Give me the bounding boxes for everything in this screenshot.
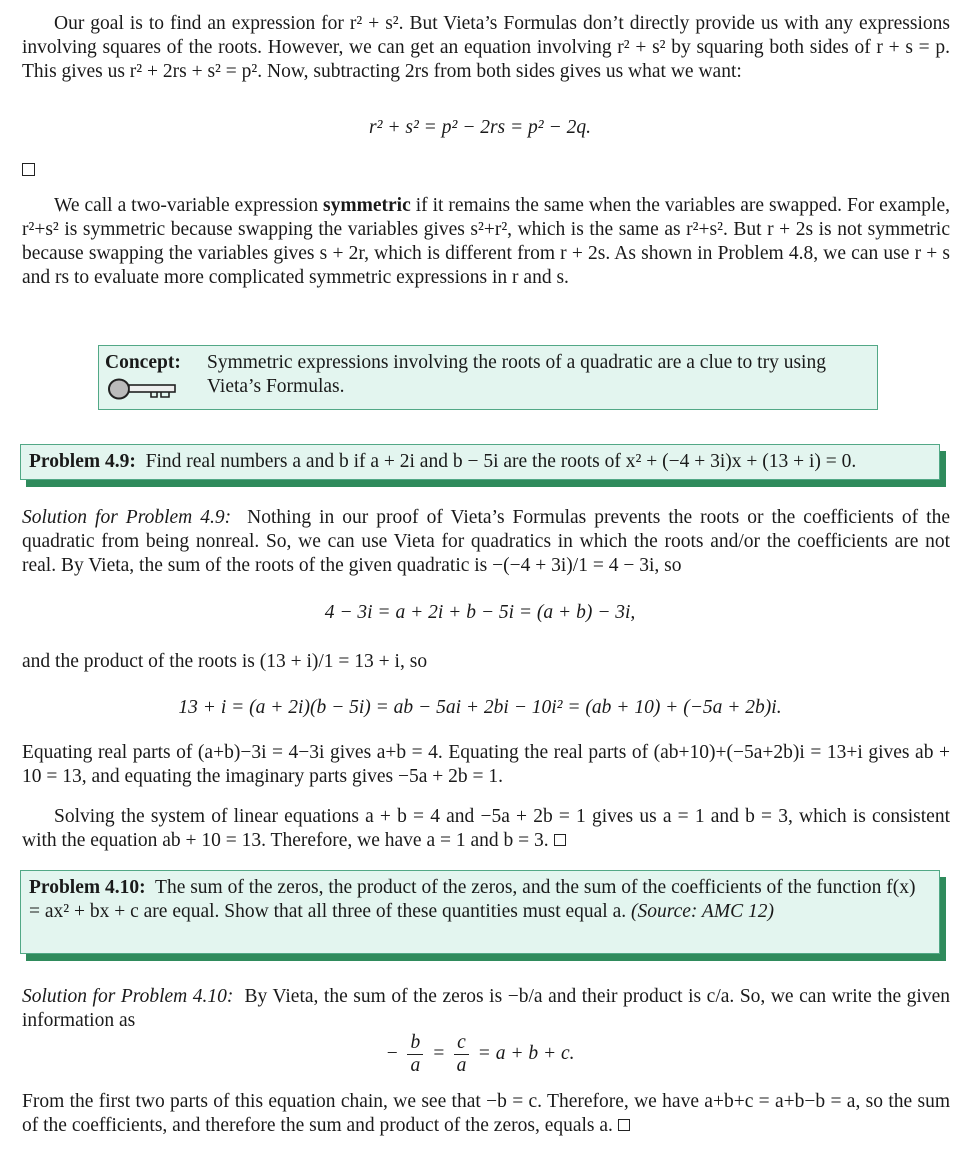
equation-fractions (0, 1032, 960, 1077)
problem-text: Find real numbers a and b if a + 2i and b − 5i are the roots of x² + (−4 + 3i)x + (13 + i) = 0. (145, 451, 857, 472)
qed-box-icon (22, 163, 35, 176)
concept-label: Concept: (105, 352, 181, 373)
equation-sum-roots: 4 − 3i = a + 2i + b − 5i = (a + b) − 3i, (324, 602, 636, 623)
fraction-c-over-a (454, 1032, 469, 1077)
solution-4-9 (22, 506, 950, 578)
solution-4-10 (22, 985, 950, 1033)
problem-text: The sum of the zeros, the product of the zeros, and the sum of the coefficients of the function f(x) = ax² + bx + c are equal. Show that all three of these quantities must equal a. (29, 877, 916, 922)
problem-source: (Source: AMC 12) (631, 901, 774, 922)
paragraph-product: and the product of the roots is (13 + i)/1 = 13 + i, so (22, 651, 428, 672)
equation-rest: = a + b + c. (477, 1042, 575, 1064)
concept-box (98, 345, 878, 410)
equation-product-roots: 13 + i = (a + 2i)(b − 5i) = ab − 5ai + 2bi − 10i² = (ab + 10) + (−5a + 2b)i. (178, 697, 782, 718)
qed-box-icon (618, 1119, 630, 1131)
problem-4-10-box (20, 870, 940, 954)
problem-label: Problem 4.10: (29, 877, 146, 898)
solution-label: Solution for Problem 4.10: (22, 986, 234, 1007)
text: Nothing in our proof of Vieta’s Formulas prevents the roots or the coefficients of the quadratic from being nonreal. So, we can use Vieta for quadratics in which the roots and/or the coefficients are not real. By Vieta, the sum of the roots of the given quadratic is −(−4 + 3i)/1 = 4 − 3i, so (22, 507, 950, 576)
paragraph-solving (22, 805, 950, 853)
fraction-b-over-a (407, 1032, 423, 1077)
solution-label: Solution for Problem 4.9: (22, 507, 232, 528)
term-symmetric: symmetric (323, 195, 411, 216)
paragraph-equating: Equating real parts of (a+b)−3i = 4−3i gives a+b = 4. Equating the real parts of (ab+10)+(−5a+2b)i = 13+i gives ab + 10 = 13, and equating the imaginary parts gives −5a + 2b = 1. (22, 742, 950, 787)
concept-text: Symmetric expressions involving the roots of a quadratic are a clue to try using Vieta’s Formulas. (207, 352, 826, 397)
text: By Vieta, the sum of the zeros is −b/a and their product is c/a. So, we can write the given information as (22, 986, 951, 1031)
minus-sign: − (385, 1042, 399, 1064)
key-icon (107, 378, 179, 400)
text: We call a two-variable expression (54, 195, 324, 216)
numerator: b (407, 1032, 423, 1055)
qed-box-icon (554, 834, 566, 846)
paragraph-intro: Our goal is to find an expression for r² + s². But Vieta’s Formulas don’t directly provide us with any expressions involving squares of the roots. However, we can get an equation involving r² + s² by squaring both sides of r + s = p. This gives us r² + 2rs + s² = p². Now, subtracting 2rs from both sides gives us what we want: (22, 13, 950, 82)
denominator: a (456, 1055, 467, 1076)
equation-sum-squares: r² + s² = p² − 2rs = p² − 2q. (369, 117, 591, 138)
problem-4-9-box (20, 444, 940, 480)
paragraph-symmetric (22, 194, 950, 290)
numerator: c (454, 1032, 469, 1055)
text: if it remains the same when the variables are swapped. For example, r²+s² is symmetric because swapping the variables gives s²+r², which is the same as r²+s². But r + 2s is not symmetric because swapping the variables gives s + 2r, which is different from r + 2s. As shown in Problem 4.8, we can use r + s and rs to evaluate more complicated symmetric expressions in r and s. (22, 195, 950, 288)
text: Solving the system of linear equations a + b = 4 and −5a + 2b = 1 gives us a = 1 and b = 3, which is consistent with the equation ab + 10 = 13. Therefore, we have a = 1 and b = 3. (22, 806, 950, 851)
text: From the first two parts of this equation chain, we see that −b = c. Therefore, we have a+b+c = a+b−b = a, so the sum of the coefficients, and therefore the sum and product of the zeros, equals a. (22, 1091, 950, 1136)
problem-label: Problem 4.9: (29, 451, 136, 472)
equals-sign: = (432, 1042, 446, 1064)
paragraph-conclusion (22, 1090, 950, 1138)
denominator: a (410, 1055, 421, 1076)
